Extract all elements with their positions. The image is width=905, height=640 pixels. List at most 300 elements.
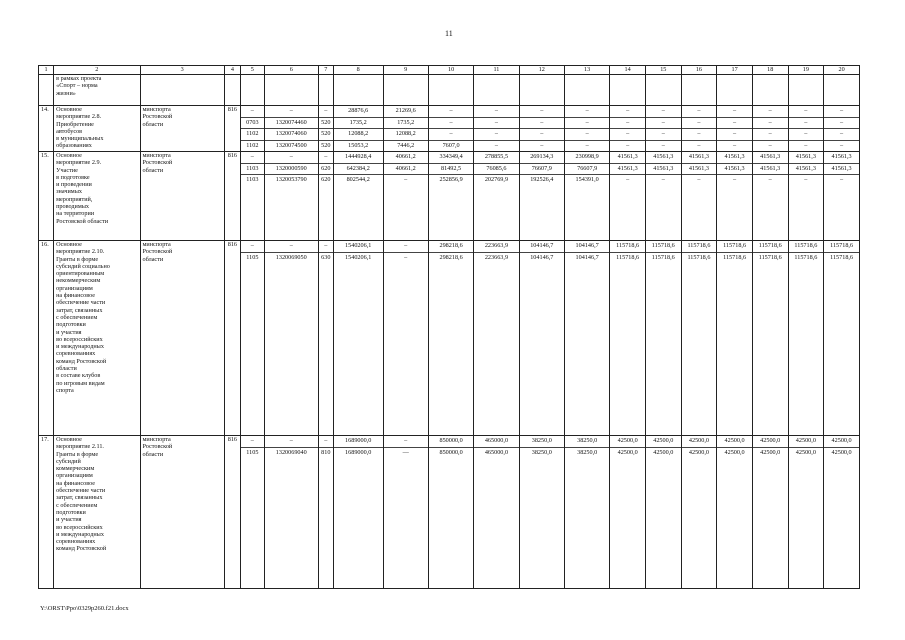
value-column-13: [564, 241, 609, 436]
activity-name-line: по игровым видам: [56, 379, 105, 387]
activity-name-line: Приобретение: [56, 120, 94, 128]
row-number: 15.: [39, 152, 54, 241]
cell-value: –: [319, 106, 333, 118]
activity-name-line: мероприятие 2.8.: [56, 113, 102, 121]
value-column-19: [788, 152, 824, 241]
cell-value: –: [717, 118, 752, 130]
column-header: 20: [824, 66, 860, 75]
value-column-15: [645, 152, 681, 241]
activity-name-line: во всероссийских: [56, 523, 103, 531]
value-column-14: [610, 75, 646, 106]
activity-name-line: команд Ростовской: [56, 545, 107, 553]
cell-value: –: [646, 106, 681, 118]
column-header: 6: [264, 66, 318, 75]
activity-name-line: в муниципальных: [56, 135, 104, 143]
cell-value: 115718,6: [758, 253, 782, 261]
cell-value: 41561,3: [753, 164, 788, 176]
cell-value: 15053,2: [348, 141, 369, 149]
cell-value: 115718,6: [610, 241, 645, 253]
activity-name-line: в подготовке: [56, 173, 90, 181]
executor: [140, 241, 224, 436]
budget-table: [38, 65, 860, 589]
cell-value: 41561,3: [682, 152, 717, 164]
activity-name-line: образованиях: [56, 142, 92, 150]
value-column-9: [383, 436, 428, 589]
cell-value: 1320069040: [275, 448, 307, 456]
value-column-5: [240, 106, 264, 152]
activity-name-line: и участия: [56, 516, 82, 524]
value-column-12: [519, 436, 564, 589]
value-column-16: [681, 436, 717, 589]
column-header: 16: [681, 66, 717, 75]
cell-value: –: [429, 106, 473, 118]
activity-name-line: соревнованиях: [56, 538, 96, 546]
cell-value: 41561,3: [682, 164, 717, 176]
cell-value: 41561,3: [717, 152, 752, 164]
cell-value: 38250,0: [565, 436, 609, 448]
activity-name-line: и участия: [56, 328, 82, 336]
value-column-15: [645, 106, 681, 152]
cell-value: 1320074060: [265, 129, 318, 141]
cell-value: 41561,3: [824, 164, 859, 176]
cell-value: 620: [319, 164, 333, 176]
value-column-12: [519, 106, 564, 152]
value-column-11: [474, 436, 519, 589]
activity-name-line: Основное: [56, 241, 82, 248]
value-column-15: [645, 75, 681, 106]
value-column-7: [318, 106, 333, 152]
value-column-19: [788, 75, 824, 106]
column-header: 11: [474, 66, 519, 75]
value-column-9: [383, 106, 428, 152]
page-number: 11: [445, 29, 453, 38]
cell-value: –: [265, 436, 318, 448]
cell-value: 76085,6: [474, 164, 518, 176]
value-column-13: [564, 106, 609, 152]
row-number: 16.: [39, 241, 54, 436]
activity-name-line: затрат, связанных: [56, 306, 103, 314]
cell-value: –: [717, 106, 752, 118]
activity-name-line: и международных: [56, 530, 104, 538]
value-column-17: [717, 152, 753, 241]
activity-name-line: в рамках проекта: [56, 75, 102, 82]
executor-line: области: [142, 120, 164, 128]
cell-value: –: [585, 141, 589, 149]
cell-value: –: [265, 106, 318, 118]
cell-value: 42500,0: [617, 448, 638, 456]
activity-name-line: на территории: [56, 210, 95, 218]
cell-value: 115718,6: [723, 253, 747, 261]
cell-value: –: [804, 141, 808, 149]
cell-value: –: [682, 129, 717, 141]
activity-name-line: спорта: [56, 386, 74, 394]
cell-value: 41561,3: [717, 164, 752, 176]
cell-value: –: [789, 129, 824, 141]
value-column-17: [717, 436, 753, 589]
value-column-13: [564, 75, 609, 106]
table-row: [39, 152, 860, 241]
value-column-11: [474, 106, 519, 152]
grbs-code: 816: [224, 152, 240, 241]
value-column-13: [564, 152, 609, 241]
executor: [140, 436, 224, 589]
activity-name-line: организациям: [56, 472, 93, 480]
value-column-10: [428, 241, 473, 436]
cell-value: 1103: [241, 164, 264, 176]
cell-value: –: [753, 106, 788, 118]
cell-value: –: [384, 436, 428, 448]
activity-name-line: мероприятие 2.9.: [56, 159, 102, 167]
cell-value: –: [610, 129, 645, 141]
cell-value: 1444928,4: [334, 152, 383, 164]
cell-value: –: [429, 118, 473, 130]
cell-value: 115718,6: [753, 241, 788, 253]
cell-value: 21269,6: [384, 106, 428, 118]
cell-value: 38250,0: [520, 436, 564, 448]
value-column-7: [318, 436, 333, 589]
column-header: 12: [519, 66, 564, 75]
cell-value: –: [319, 241, 333, 253]
value-column-20: [824, 152, 860, 241]
value-column-15: [645, 436, 681, 589]
cell-value: 1689000,0: [345, 448, 372, 456]
cell-value: 223663,9: [474, 241, 518, 253]
cell-value: 115718,6: [687, 253, 711, 261]
cell-value: –: [494, 141, 498, 149]
cell-value: 41561,3: [789, 164, 824, 176]
cell-value: 41561,3: [824, 152, 859, 164]
cell-value: 1102: [246, 141, 259, 149]
cell-value: 1320053790: [275, 176, 307, 183]
cell-value: –: [565, 129, 609, 141]
activity-name-line: Основное: [56, 106, 82, 113]
value-column-20: [824, 75, 860, 106]
cell-value: —: [402, 448, 409, 456]
cell-value: –: [753, 129, 788, 141]
value-column-16: [681, 152, 717, 241]
value-column-14: [610, 241, 646, 436]
cell-value: –: [241, 106, 264, 118]
cell-value: –: [241, 241, 264, 253]
activity-name-line: некоммерческим: [56, 277, 101, 285]
cell-value: 41561,3: [646, 164, 681, 176]
value-column-16: [681, 241, 717, 436]
activity-name-line: на финансовое: [56, 479, 96, 487]
cell-value: 42500,0: [760, 448, 781, 456]
cell-value: 12088,2: [334, 129, 383, 141]
cell-value: 1320069050: [275, 253, 307, 261]
value-column-6: [264, 241, 318, 436]
cell-value: –: [404, 253, 408, 261]
value-column-12: [519, 75, 564, 106]
column-header: 4: [224, 66, 240, 75]
value-column-16: [681, 75, 717, 106]
value-column-11: [474, 75, 519, 106]
activity-name-line: и проведении: [56, 181, 92, 189]
value-column-18: [752, 152, 788, 241]
cell-value: –: [265, 241, 318, 253]
cell-value: –: [768, 141, 772, 149]
cell-value: 0703: [241, 118, 264, 130]
cell-value: 40661,2: [384, 164, 428, 176]
cell-value: –: [520, 106, 564, 118]
cell-value: 28876,6: [334, 106, 383, 118]
cell-value: –: [520, 129, 564, 141]
row-number: 14.: [39, 106, 54, 152]
column-header: 1: [39, 66, 54, 75]
cell-value: 192526,4: [530, 176, 554, 183]
value-column-8: [333, 241, 383, 436]
value-column-5: [240, 241, 264, 436]
cell-value: –: [646, 129, 681, 141]
cell-value: 7446,2: [397, 141, 415, 149]
cell-value: –: [610, 118, 645, 130]
value-column-9: [383, 241, 428, 436]
column-header: 17: [717, 66, 753, 75]
cell-value: 520: [321, 141, 331, 149]
value-column-7: [318, 75, 333, 106]
cell-value: 115718,6: [651, 253, 675, 261]
activity-name: [54, 436, 140, 589]
cell-value: –: [626, 141, 630, 149]
cell-value: –: [661, 176, 665, 183]
cell-value: –: [626, 176, 630, 183]
cell-value: –: [804, 176, 808, 183]
activity-name-line: с обеспечением: [56, 313, 98, 321]
value-column-18: [752, 106, 788, 152]
cell-value: 115718,6: [824, 241, 859, 253]
cell-value: –: [520, 118, 564, 130]
column-header: 8: [333, 66, 383, 75]
cell-value: 642384,2: [334, 164, 383, 176]
activity-name-line: на финансовое: [56, 292, 96, 300]
activity-name: [54, 75, 140, 106]
cell-value: –: [824, 129, 859, 141]
activity-name-line: организациям: [56, 284, 93, 292]
cell-value: –: [265, 152, 318, 164]
cell-value: –: [753, 118, 788, 130]
cell-value: 41561,3: [646, 152, 681, 164]
cell-value: –: [474, 118, 518, 130]
column-header-row: [39, 66, 860, 75]
column-header: 9: [383, 66, 428, 75]
activity-name-line: обеспечение части: [56, 487, 106, 495]
cell-value: 1735,2: [384, 118, 428, 130]
activity-name-line: и международных: [56, 343, 104, 351]
cell-value: 81492,5: [429, 164, 473, 176]
executor-line: Ростовской: [142, 248, 173, 256]
activity-name-line: субсидий социально: [56, 262, 110, 270]
cell-value: 42500,0: [795, 448, 816, 456]
value-column-17: [717, 241, 753, 436]
cell-value: –: [565, 106, 609, 118]
activity-name-line: области: [56, 365, 77, 373]
activity-name-line: коммерческим: [56, 465, 95, 473]
value-column-14: [610, 152, 646, 241]
cell-value: 115718,6: [830, 253, 854, 261]
cell-value: 1320074500: [275, 141, 307, 149]
value-column-10: [428, 152, 473, 241]
executor-line: минспорта: [142, 106, 171, 113]
cell-value: –: [384, 241, 428, 253]
activity-name-line: обеспечение части: [56, 299, 106, 307]
cell-value: 104146,7: [575, 253, 599, 261]
cell-value: –: [474, 106, 518, 118]
cell-value: 40661,2: [384, 152, 428, 164]
value-column-20: [824, 241, 860, 436]
cell-value: 465000,0: [484, 448, 509, 456]
cell-value: –: [646, 118, 681, 130]
value-column-8: [333, 152, 383, 241]
activity-name-line: во всероссийских: [56, 335, 103, 343]
cell-value: 630: [321, 253, 331, 261]
cell-value: 154391,0: [575, 176, 599, 183]
value-column-18: [752, 436, 788, 589]
row-number: 17.: [39, 436, 54, 589]
cell-value: –: [697, 176, 701, 183]
cell-value: 115718,6: [789, 241, 824, 253]
value-column-6: [264, 436, 318, 589]
activity-name-line: жизни»: [56, 89, 76, 97]
cell-value: 42500,0: [717, 436, 752, 448]
cell-value: 12088,2: [384, 129, 428, 141]
cell-value: –: [319, 436, 333, 448]
cell-value: 42500,0: [724, 448, 745, 456]
executor-line: области: [142, 450, 164, 458]
cell-value: 223663,9: [484, 253, 509, 261]
value-column-10: [428, 75, 473, 106]
executor-line: минспорта: [142, 152, 171, 159]
executor-line: минспорта: [142, 436, 171, 443]
cell-value: 41561,3: [753, 152, 788, 164]
grbs-code: 816: [224, 241, 240, 436]
activity-name-line: Основное: [56, 152, 82, 159]
activity-name-line: проводимых: [56, 203, 90, 211]
activity-name-line: автобусов: [56, 127, 83, 135]
cell-value: 520: [319, 118, 333, 130]
value-column-6: [264, 152, 318, 241]
column-header: 18: [752, 66, 788, 75]
value-column-12: [519, 241, 564, 436]
value-column-10: [428, 436, 473, 589]
cell-value: –: [474, 129, 518, 141]
value-column-16: [681, 106, 717, 152]
executor-line: Ростовской: [142, 113, 173, 121]
cell-value: 41561,3: [610, 152, 645, 164]
activity-name: [54, 241, 140, 436]
table-row: [39, 241, 860, 436]
cell-value: 1320074460: [265, 118, 318, 130]
activity-name-line: Гранты в форме: [56, 450, 99, 458]
value-column-10: [428, 106, 473, 152]
value-column-8: [333, 106, 383, 152]
column-header: 19: [788, 66, 824, 75]
activity-name-line: с обеспечением: [56, 501, 98, 509]
executor-line: области: [142, 255, 164, 263]
activity-name-line: субсидий: [56, 457, 81, 465]
cell-value: 42500,0: [688, 448, 709, 456]
cell-value: 465000,0: [474, 436, 518, 448]
column-header: 2: [54, 66, 140, 75]
executor: [140, 106, 224, 152]
cell-value: 802544,2: [346, 176, 370, 183]
column-header: 5: [240, 66, 264, 75]
cell-value: 334349,4: [429, 152, 473, 164]
cell-value: 278855,5: [474, 152, 518, 164]
cell-value: –: [717, 129, 752, 141]
grbs-code: 816: [224, 436, 240, 589]
activity-name-line: подготовки: [56, 321, 86, 329]
cell-value: 104146,7: [530, 253, 554, 261]
cell-value: 850000,0: [439, 448, 463, 456]
activity-name-line: ориентированным: [56, 270, 105, 278]
activity-name-line: затрат, связанных: [56, 494, 103, 502]
cell-value: 115718,6: [616, 253, 640, 261]
cell-value: 252856,9: [439, 176, 463, 183]
value-column-13: [564, 436, 609, 589]
value-column-8: [333, 75, 383, 106]
cell-value: 1689000,0: [334, 436, 383, 448]
cell-value: –: [241, 436, 264, 448]
executor: [140, 75, 224, 106]
cell-value: 1320000590: [265, 164, 318, 176]
activity-name-line: Гранты в форме: [56, 255, 99, 263]
cell-value: –: [840, 176, 844, 183]
cell-value: 104146,7: [520, 241, 564, 253]
value-column-5: [240, 75, 264, 106]
executor-line: области: [142, 166, 164, 174]
value-column-19: [788, 106, 824, 152]
value-column-11: [474, 241, 519, 436]
cell-value: –: [565, 118, 609, 130]
column-header: 3: [140, 66, 224, 75]
cell-value: 520: [319, 129, 333, 141]
value-column-19: [788, 436, 824, 589]
cell-value: 1102: [241, 129, 264, 141]
table-row: [39, 75, 860, 106]
value-column-17: [717, 75, 753, 106]
table-row: [39, 106, 860, 152]
cell-value: –: [429, 129, 473, 141]
value-column-7: [318, 152, 333, 241]
value-column-5: [240, 436, 264, 589]
cell-value: 1105: [246, 448, 259, 456]
cell-value: 1735,2: [334, 118, 383, 130]
column-header: 13: [564, 66, 609, 75]
cell-value: –: [824, 106, 859, 118]
executor-line: Ростовской: [142, 159, 173, 167]
value-column-20: [824, 436, 860, 589]
activity-name-line: Ростовской области: [56, 217, 109, 225]
cell-value: 42500,0: [653, 448, 674, 456]
value-column-18: [752, 241, 788, 436]
cell-value: 298218,6: [429, 241, 473, 253]
cell-value: 1540206,1: [334, 241, 383, 253]
cell-value: –: [404, 176, 408, 183]
cell-value: 41561,3: [789, 152, 824, 164]
cell-value: 115718,6: [794, 253, 818, 261]
activity-name-line: мероприятие 2.10.: [56, 248, 105, 256]
cell-value: –: [682, 118, 717, 130]
cell-value: –: [824, 118, 859, 130]
row-number: [39, 75, 54, 106]
cell-value: 38250,0: [531, 448, 552, 456]
cell-value: 38250,0: [577, 448, 598, 456]
cell-value: 76607,9: [565, 164, 609, 176]
cell-value: 42500,0: [824, 436, 859, 448]
cell-value: 115718,6: [682, 241, 717, 253]
footer-file-path: Y:\ORST\Ppo\0329p260.f21.docx: [40, 605, 129, 612]
